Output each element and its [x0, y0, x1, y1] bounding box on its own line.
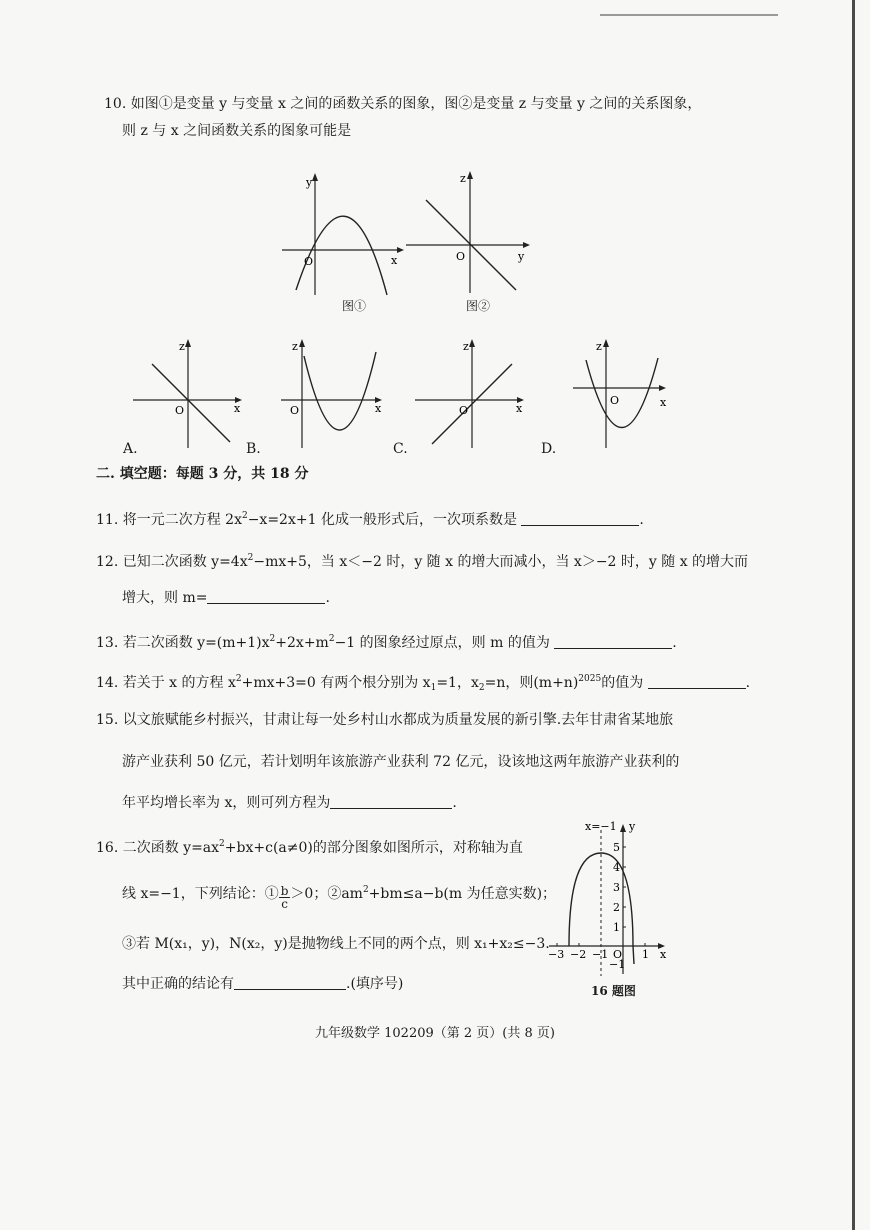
q14: 14. 若关于 x 的方程 $x^2+mx+3=0$ 有两个根分别为 $x_1=1$，$x_2=n$，则$(m+n)^{2025}$的值为 . [96, 674, 751, 693]
q11-answer-blank[interactable] [521, 511, 639, 526]
svg-text:−1: −1 [592, 948, 609, 961]
svg-text:1: 1 [613, 921, 620, 934]
q16-line4: 其中正确的结论有 .(填序号) [122, 976, 404, 992]
q16-figure-caption: 16 题图 [591, 984, 636, 998]
svg-text:O: O [459, 404, 469, 417]
fig1-x-label: x [391, 254, 398, 267]
svg-text:z: z [596, 340, 602, 353]
option-a-graph [130, 336, 250, 456]
section-2-heading: 二. 填空题：每题 3 分，共 18 分 [96, 466, 309, 482]
svg-text:1: 1 [642, 948, 649, 961]
svg-text:O: O [290, 404, 300, 417]
svg-text:3: 3 [613, 881, 620, 894]
svg-text:z: z [179, 340, 185, 353]
svg-text:O: O [175, 404, 185, 417]
svg-text:−3: −3 [548, 948, 565, 961]
q16-axis-label: x=−1 [585, 820, 617, 833]
svg-text:x: x [375, 402, 382, 415]
q15-line2: 游产业获利 50 亿元，若计划明年该旅游产业获利 72 亿元，设该地这两年旅游产业获利的 [122, 754, 680, 770]
svg-text:4: 4 [613, 861, 620, 874]
scan-edge [852, 0, 855, 1230]
svg-text:O: O [610, 394, 620, 407]
q16-fraction: $\frac{b}{c}$ [280, 884, 289, 911]
svg-text:2: 2 [613, 901, 620, 914]
fig2-origin: O [456, 250, 466, 263]
q14-answer-blank[interactable] [648, 674, 746, 689]
q15-line3: 年平均增长率为 x，则可列方程为 . [122, 795, 457, 811]
q12-line2: 增大，则 m= . [122, 590, 330, 606]
q16-line3: ③若 M(x₁，y)，N(x₂，y)是抛物线上不同的两个点，则 x₁+x₂≤−3. [122, 936, 550, 952]
fig1-caption: 图① [342, 299, 367, 313]
option-d-graph [570, 336, 680, 456]
option-a-label[interactable]: A. [123, 441, 138, 457]
svg-text:x: x [234, 402, 241, 415]
fig2-y-label: y [518, 250, 525, 263]
svg-text:5: 5 [613, 841, 620, 854]
figure-1-graph [280, 170, 410, 300]
q16-line2: 线 x=−1，下列结论：① $\frac{b}{c}$ ＞0；$②am^2+bm\le a-b(m$ 为任意实数)； [122, 884, 557, 911]
fig1-y-label: y [306, 176, 313, 189]
svg-text:x: x [516, 402, 523, 415]
figure-2-graph [402, 168, 532, 298]
option-c-label[interactable]: C. [393, 441, 408, 457]
q10-line2: 则 z 与 x 之间函数关系的图象可能是 [122, 123, 352, 139]
q15-line1: 15. 以文旅赋能乡村振兴，甘肃让每一处乡村山水都成为质量发展的新引擎.去年甘肃省某地旅 [96, 712, 674, 728]
svg-text:z: z [292, 340, 298, 353]
option-b-graph [278, 336, 398, 456]
q15-answer-blank[interactable] [330, 794, 452, 809]
q16-answer-blank[interactable] [234, 975, 346, 990]
q10-line1: 10. 如图①是变量 y 与变量 x 之间的函数关系的图象，图②是变量 z 与变量 y 之间的关系图象， [104, 96, 702, 112]
fig1-origin: O [304, 255, 314, 268]
q11: 11. 将一元二次方程 $2x^2-x=2x+1$ 化成一般形式后，一次项系数是 . [96, 511, 644, 528]
svg-text:x: x [660, 396, 667, 409]
svg-text:z: z [463, 340, 469, 353]
q16-figure-graph [545, 816, 675, 981]
svg-text:O: O [613, 948, 623, 961]
q13-answer-blank[interactable] [554, 634, 672, 649]
option-d-label[interactable]: D. [541, 441, 557, 457]
svg-text:y: y [629, 820, 636, 833]
fig2-caption: 图② [466, 299, 491, 313]
q16-line1: 16. 二次函数 $y=ax^2+bx+c(a\ne 0)$的部分图象如图所示，对称轴为直 [96, 839, 523, 856]
option-b-label[interactable]: B. [246, 441, 261, 457]
svg-text:−2: −2 [570, 948, 587, 961]
option-c-graph [412, 336, 532, 456]
svg-text:x: x [660, 948, 667, 961]
svg-text:−1: −1 [609, 958, 626, 971]
page-footer: 九年级数学 102209（第 2 页）(共 8 页) [315, 1026, 555, 1041]
scan-edge-top [600, 14, 778, 16]
q12-line1: 12. 已知二次函数 $y=4x^2-mx+5$，当 x＜−2 时，y 随 x 的增大而减小，当 x＞−2 时，y 随 x 的增大而 [96, 553, 749, 570]
q13: 13. 若二次函数 $y=(m+1)x^2+2x+m^2-1$ 的图象经过原点，则 m 的值为 . [96, 634, 677, 651]
fig2-z-label: z [460, 172, 466, 185]
q12-answer-blank[interactable] [207, 589, 325, 604]
